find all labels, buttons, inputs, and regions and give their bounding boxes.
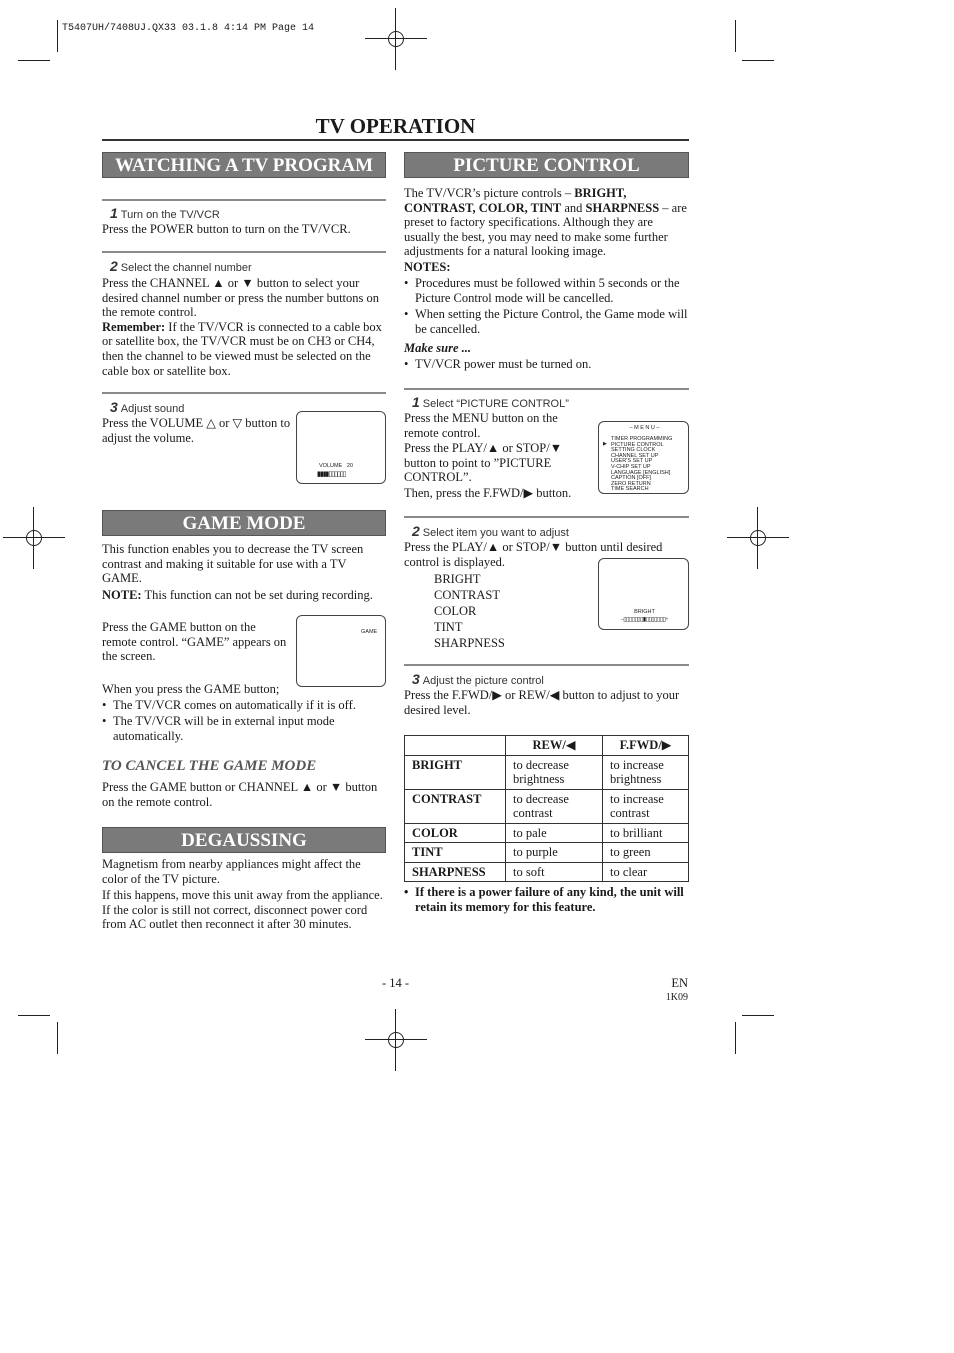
volume-bar: ▮▮▮▮▯▯▯▯▯▯ <box>317 470 346 478</box>
degauss-text: Magnetism from nearby appliances might affect the color of the TV picture. If this happens, move this unit away from the appliance. If the color is still not correct, disconnect power cord from AC outlet then reconnect it after 30 minutes. <box>102 857 383 932</box>
list-item: • The TV/VCR comes on automatically if it is off. <box>102 698 385 713</box>
table-cell: to decrease contrast <box>506 789 603 823</box>
menu-title: – M E N U – <box>629 425 660 431</box>
list-item: • Procedures must be followed within 5 seconds or the Picture Control mode will be cancelled. <box>404 276 689 305</box>
volume-label: VOLUME 20 <box>319 463 353 469</box>
adjust-item-list <box>434 571 594 651</box>
crop-mark <box>742 1015 774 1016</box>
bright-label: BRIGHT <box>634 609 655 615</box>
crop-mark <box>57 20 58 52</box>
tv-screen-menu <box>598 421 689 494</box>
table-cell: to soft <box>506 862 603 882</box>
make-sure-label: Make sure ... <box>404 341 472 355</box>
list-item: SHARPNESS <box>434 636 505 650</box>
list-item: CONTRAST <box>434 588 500 602</box>
doc-code: 1K09 <box>665 992 688 1003</box>
table-cell: to increase brightness <box>603 755 689 789</box>
picture-control-table <box>404 735 689 882</box>
table-cell: CONTRAST <box>405 789 506 823</box>
step-heading: 3 Adjust the picture control <box>412 671 544 687</box>
tv-screen-bright <box>598 558 689 630</box>
table-header-cell <box>405 736 506 756</box>
table-header-row <box>405 736 689 756</box>
step-rule <box>102 392 386 394</box>
cancel-game-text: Press the GAME button or CHANNEL ▲ or ▼ button on the remote control. <box>102 780 378 809</box>
list-item: TINT <box>434 620 463 634</box>
table-cell: to decrease brightness <box>506 755 603 789</box>
crop-mark <box>18 1015 50 1016</box>
notes-label: NOTES: <box>404 260 451 274</box>
power-failure-note: • If there is a power failure of any kind, the unit will retain its memory for this feature. <box>404 885 689 914</box>
list-item: BRIGHT <box>434 572 481 586</box>
section-banner-degauss: DEGAUSSING <box>102 827 386 853</box>
table-header-cell: F.FWD/▶ <box>603 736 689 756</box>
list-item: • The TV/VCR will be in external input mode automatically. <box>102 714 385 743</box>
crop-mark <box>742 60 774 61</box>
game-when: When you press the GAME button; <box>102 682 280 696</box>
table-cell: to green <box>603 843 689 863</box>
step-text: Press the VOLUME △ or ▽ button to adjust the volume. <box>102 416 291 445</box>
step-rule <box>404 664 689 666</box>
table-cell: to pale <box>506 823 603 843</box>
table-cell: COLOR <box>405 823 506 843</box>
list-item: • TV/VCR power must be turned on. <box>404 357 689 372</box>
registration-mark <box>727 507 789 569</box>
section-banner-picture: PICTURE CONTROL <box>404 152 689 178</box>
table-cell: TINT <box>405 843 506 863</box>
list-item: COLOR <box>434 604 477 618</box>
crop-mark <box>735 20 736 52</box>
table-cell: to clear <box>603 862 689 882</box>
table-row <box>405 789 689 823</box>
tv-screen-game <box>296 615 386 687</box>
game-intro: This function enables you to decrease the TV screen contrast and making it suitable for use with a TV GAME. NOTE: This function can not be set during recording. <box>102 542 373 602</box>
tv-screen-volume <box>296 411 386 484</box>
table-cell: to increase contrast <box>603 789 689 823</box>
crop-mark <box>18 60 50 61</box>
bright-bar: –▯▯▯▯▯▯▯▮▯▯▯▯▯▯▯+ <box>620 617 669 623</box>
table-cell: BRIGHT <box>405 755 506 789</box>
crop-mark <box>735 1022 736 1054</box>
game-label: GAME <box>361 629 378 635</box>
game-press-text: Press the GAME button on the remote control. “GAME” appears on the screen. <box>102 620 287 664</box>
step-rule <box>102 251 386 253</box>
table-cell: to brilliant <box>603 823 689 843</box>
menu-list: TIMER PROGRAMMING PICTURE CONTROL SETTING CLOCK CHANNEL SET UP USER'S SET UP V-CHIP SET UP LANGUAGE [ENGLISH] CAPTION [OFF] ZERO RETURN TIME SEARCH <box>611 436 673 493</box>
step-heading: 2 Select the channel number <box>110 258 252 274</box>
step-heading: 1 Turn on the TV/VCR <box>110 205 220 221</box>
step-rule <box>102 199 386 201</box>
list-item: • When setting the Picture Control, the Game mode will be cancelled. <box>404 307 689 336</box>
step-rule <box>404 516 689 518</box>
file-stamp: T5407UH/7408UJ.QX33 03.1.8 4:14 PM Page 14 <box>62 23 315 34</box>
picture-intro: The TV/VCR’s picture controls – BRIGHT, CONTRAST, COLOR, TINT and SHARPNESS – are preset to factory specifications. Although they are usually the best, you may need to make some further adjustments for a natural looking image. <box>404 186 687 259</box>
section-banner-game: GAME MODE <box>102 510 386 536</box>
table-row <box>405 823 689 843</box>
step-text: Press the CHANNEL ▲ or ▼ button to select your desired channel number or press the number buttons on the remote control. Remember: If the TV/VCR is connected to a cable box or satellite box, the TV/VCR must be on CH3 or CH4, then the channel to be viewed must be selected on the cable box or satellite box. <box>102 276 382 378</box>
step-text: Press the MENU button on the remote control. Press the PLAY/▲ or STOP/▼ button to point to ”PICTURE CONTROL”. Then, press the F.FWD/▶ button. <box>404 411 572 500</box>
table-row <box>405 755 689 789</box>
page-title: TV OPERATION <box>315 114 476 138</box>
registration-mark <box>3 507 65 569</box>
crop-mark <box>57 1022 58 1054</box>
step-text: Press the PLAY/▲ or STOP/▼ button until desired control is displayed. <box>404 540 663 569</box>
page-number: - 14 - <box>381 976 410 990</box>
table-row <box>405 843 689 863</box>
menu-pointer-icon: ▶ <box>603 441 607 447</box>
section-banner-watching: WATCHING A TV PROGRAM <box>102 152 386 178</box>
language-code: EN <box>671 976 688 990</box>
registration-mark <box>365 1009 427 1071</box>
step-rule <box>404 388 689 390</box>
title-rule <box>102 139 689 141</box>
step-heading: 3 Adjust sound <box>110 399 185 415</box>
cancel-game-heading: TO CANCEL THE GAME MODE <box>102 758 317 774</box>
step-text: Press the F.FWD/▶ or REW/◀ button to adjust to your desired level. <box>404 688 680 717</box>
step-text: Press the POWER button to turn on the TV/VCR. <box>102 222 351 236</box>
table-cell: to purple <box>506 843 603 863</box>
table-row <box>405 862 689 882</box>
step-heading: 1 Select “PICTURE CONTROL” <box>412 394 569 410</box>
table-cell: SHARPNESS <box>405 862 506 882</box>
registration-mark <box>365 8 427 70</box>
step-heading: 2 Select item you want to adjust <box>412 523 569 539</box>
table-header-cell: REW/◀ <box>506 736 603 756</box>
